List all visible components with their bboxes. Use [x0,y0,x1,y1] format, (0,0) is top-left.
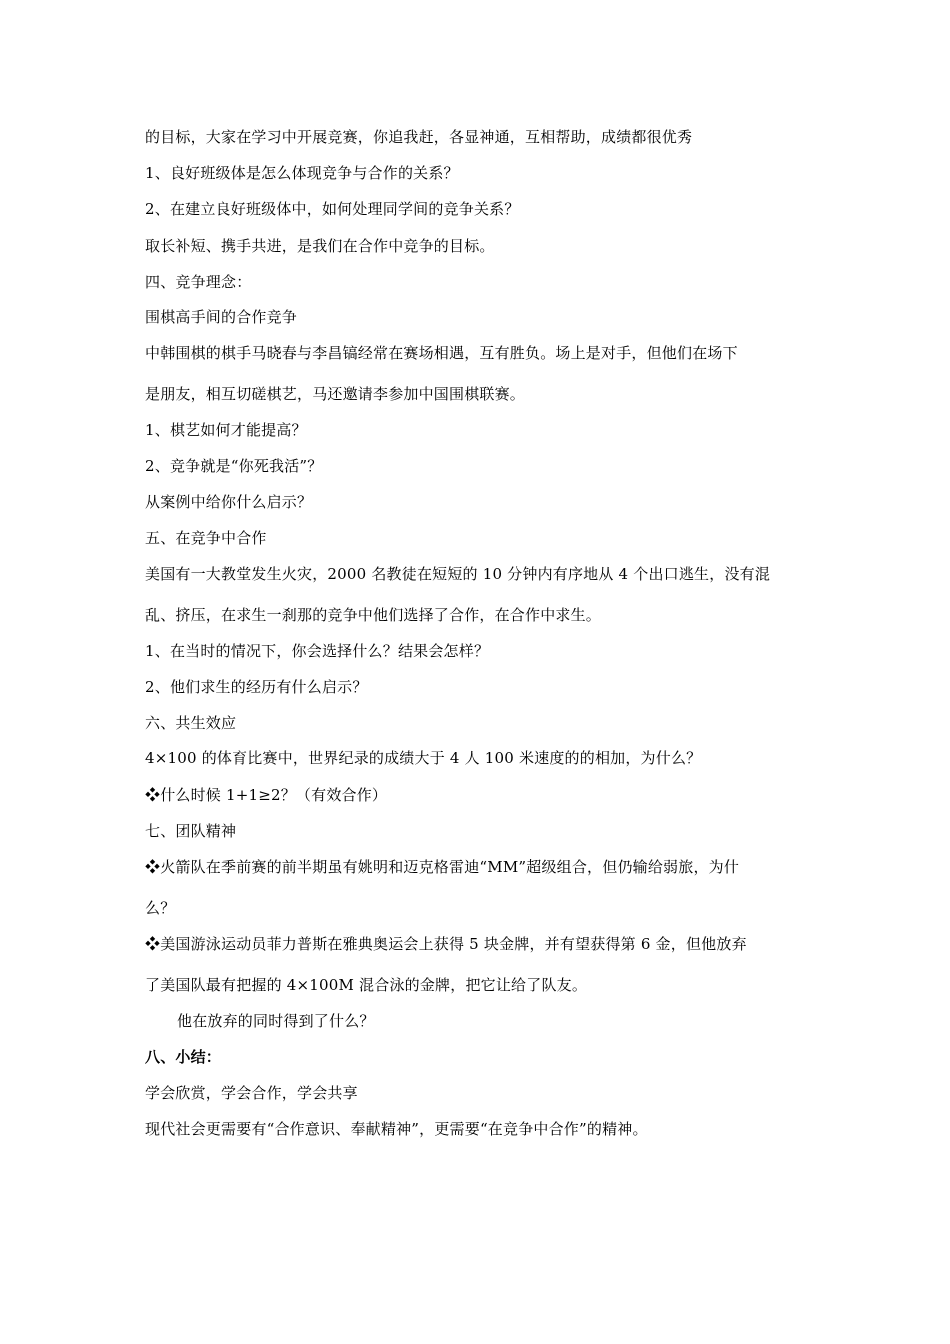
paragraph-line: 美国有一大教堂发生火灾，2000 名教徒在短短的 10 分钟内有序地从 4 个出口逃生，没有混 [145,565,771,583]
section-heading: 四、竞争理念： [145,273,252,291]
paragraph-line: 乱、挤压，在求生一刹那的竞争中他们选择了合作，在合作中求生。 [145,606,602,624]
paragraph-line: 4×100 的体育比赛中，世界纪录的成绩大于 4 人 100 米速度的的相加，为什么？ [145,749,702,767]
paragraph-line: 中韩围棋的棋手马晓春与李昌镐经常在赛场相遇，互有胜负。场上是对手，但他们在场下 [145,344,738,362]
subheading: 围棋高手间的合作竞争 [145,308,298,326]
paragraph-line: 取长补短、携手共进，是我们在合作中竞争的目标。 [145,237,495,255]
question-line: 1、良好班级体是怎么体现竞争与合作的关系？ [145,164,459,182]
paragraph-line: 从案例中给你什么启示？ [145,493,313,511]
bullet-line: ❖火箭队在季前赛的前半期虽有姚明和迈克格雷迪“MM”超级组合，但仍输给弱旅，为什 [145,858,740,876]
question-line: 2、在建立良好班级体中，如何处理同学间的竞争关系？ [145,200,520,218]
paragraph-line: 现代社会更需要有“合作意识、奉献精神”，更需要“在竞争中合作”的精神。 [145,1120,648,1138]
paragraph-line: 了美国队最有把握的 4×100M 混合泳的金牌，把它让给了队友。 [145,976,588,994]
paragraph-line: 么？ [145,899,176,917]
section-heading: 八、小结： [145,1048,222,1066]
paragraph-line: 是朋友，相互切磋棋艺，马还邀请李参加中国围棋联赛。 [145,385,526,403]
paragraph-line: 学会欣赏，学会合作，学会共享 [145,1084,358,1102]
question-line: 1、在当时的情况下，你会选择什么？结果会怎样？ [145,642,490,660]
section-heading: 六、共生效应 [145,714,237,732]
bullet-line: ❖美国游泳运动员菲力普斯在雅典奥运会上获得 5 块金牌，并有望获得第 6 金，但他放弃 [145,935,747,953]
question-line: 1、棋艺如何才能提高？ [145,421,307,439]
paragraph-line: 的目标，大家在学习中开展竞赛，你追我赶，各显神通，互相帮助，成绩都很优秀 [145,128,693,146]
question-line: 2、他们求生的经历有什么启示？ [145,678,368,696]
section-heading: 五、在竞争中合作 [145,529,267,547]
question-line: 他在放弃的同时得到了什么？ [177,1012,375,1030]
question-line: 2、竞争就是“你死我活”？ [145,457,323,475]
bullet-line: ❖什么时候 1+1≥2？（有效合作） [145,786,388,804]
section-heading: 七、团队精神 [145,822,237,840]
